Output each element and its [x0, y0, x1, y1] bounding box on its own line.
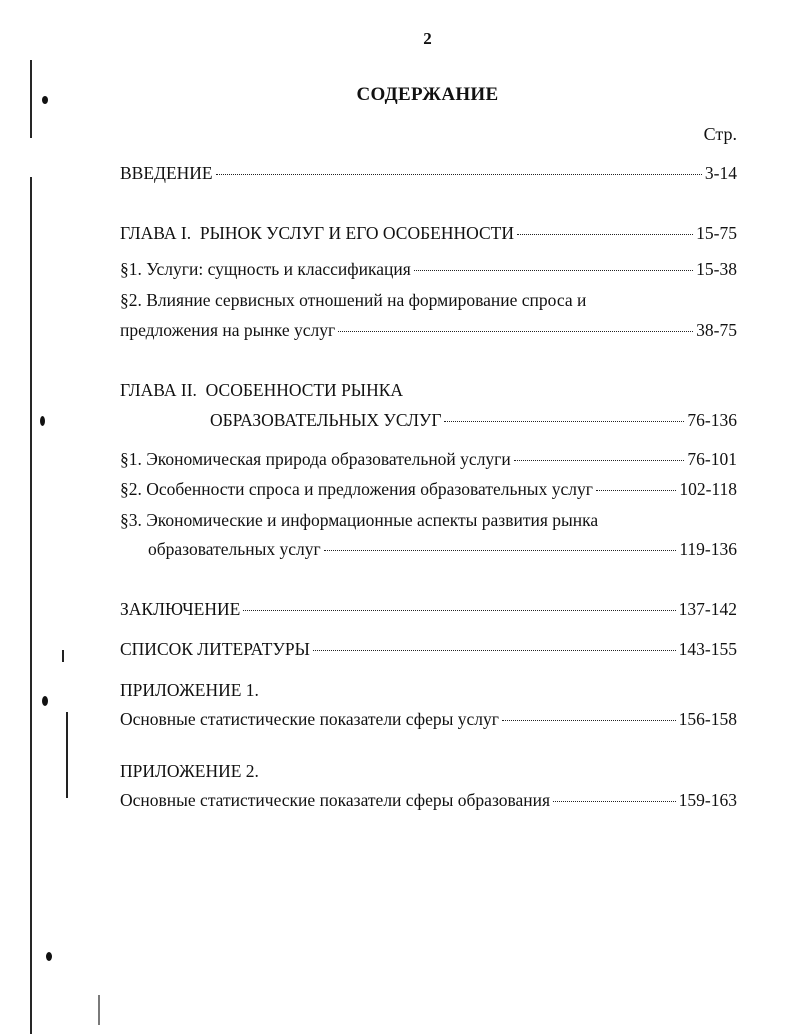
- toc-entry-title: ОБРАЗОВАТЕЛЬНЫХ УСЛУГ: [210, 410, 442, 430]
- toc-entry-pages: 15-75: [696, 223, 737, 243]
- toc-entry-pages: 156-158: [678, 709, 737, 729]
- dot-leader: [553, 801, 676, 802]
- toc-entry-pages: 15-38: [696, 259, 737, 279]
- toc-entry: [120, 599, 737, 623]
- dot-leader: [414, 270, 693, 271]
- toc-entry-pages: 38-75: [696, 320, 737, 340]
- toc-entry-title: §1. Экономическая природа образовательной услуги: [120, 449, 511, 469]
- toc-entry: [120, 163, 737, 187]
- toc-entry: [120, 223, 737, 247]
- page-title: СОДЕРЖАНИЕ: [356, 84, 499, 105]
- toc-entry-pages: 143-155: [678, 639, 737, 659]
- toc-entry: [120, 259, 737, 283]
- toc-entry-pages: 159-163: [678, 790, 737, 810]
- toc-entry-pages: 137-142: [678, 599, 737, 619]
- toc-entry-pages: 3-14: [704, 163, 737, 183]
- toc-entry-pages: 102-118: [679, 479, 737, 499]
- scan-mark: [98, 995, 100, 1025]
- toc-entry-pages: 119-136: [679, 539, 737, 559]
- toc-entry-title: предложения на рынке услуг: [120, 320, 336, 340]
- dot-leader: [596, 490, 676, 491]
- dot-leader: [216, 174, 702, 175]
- toc-entry: [120, 709, 737, 733]
- toc-entry-title: ГЛАВА I. РЫНОК УСЛУГ И ЕГО ОСОБЕННОСТИ: [120, 223, 514, 243]
- dot-leader: [324, 550, 677, 551]
- toc-entry-title: ГЛАВА II. ОСОБЕННОСТИ РЫНКА: [120, 380, 404, 400]
- toc-entry: [120, 790, 737, 814]
- toc-entry: [120, 639, 737, 663]
- toc-entry: [120, 479, 737, 503]
- page-column-label: Стр.: [703, 124, 737, 144]
- toc-entry-pages: 76-101: [687, 449, 737, 469]
- dot-leader: [338, 331, 693, 332]
- toc-entry-title: §2. Особенности спроса и предложения образовательных услуг: [120, 479, 593, 499]
- toc-entry: [210, 410, 737, 434]
- toc-entry: [148, 539, 737, 563]
- toc-entry-title: СПИСОК ЛИТЕРАТУРЫ: [120, 639, 310, 659]
- dot-leader: [514, 460, 685, 461]
- toc-entry: [120, 449, 737, 473]
- page-number: 2: [423, 29, 432, 48]
- scan-speck: [46, 952, 52, 961]
- toc-entry-title: §2. Влияние сервисных отношений на формирование спроса и: [120, 290, 587, 310]
- scan-speck: [42, 696, 48, 706]
- toc-entry-title: Основные статистические показатели сферы образования: [120, 790, 551, 810]
- dot-leader: [517, 234, 693, 235]
- toc-entry-pages: 76-136: [687, 410, 737, 430]
- dot-leader: [502, 720, 676, 721]
- toc-entry-title: ПРИЛОЖЕНИЕ 2.: [120, 761, 259, 781]
- toc-entry-title: §1. Услуги: сущность и классификация: [120, 259, 411, 279]
- toc-entry-title: §3. Экономические и информационные аспекты развития рынка: [120, 510, 599, 530]
- toc-entry-title: ВВЕДЕНИЕ: [120, 163, 213, 183]
- scan-speck: [40, 416, 45, 426]
- toc-entry-title: образовательных услуг: [148, 539, 321, 559]
- scan-mark: [66, 712, 68, 798]
- toc-entry-title: ПРИЛОЖЕНИЕ 1.: [120, 680, 259, 700]
- dot-leader: [444, 421, 684, 422]
- toc-entry-title: ЗАКЛЮЧЕНИЕ: [120, 599, 241, 619]
- scan-mark: [62, 650, 64, 662]
- dot-leader: [313, 650, 676, 651]
- toc-entry: [120, 320, 737, 344]
- dot-leader: [243, 610, 675, 611]
- toc-entry-title: Основные статистические показатели сферы услуг: [120, 709, 499, 729]
- scan-margin-line: [30, 60, 32, 1034]
